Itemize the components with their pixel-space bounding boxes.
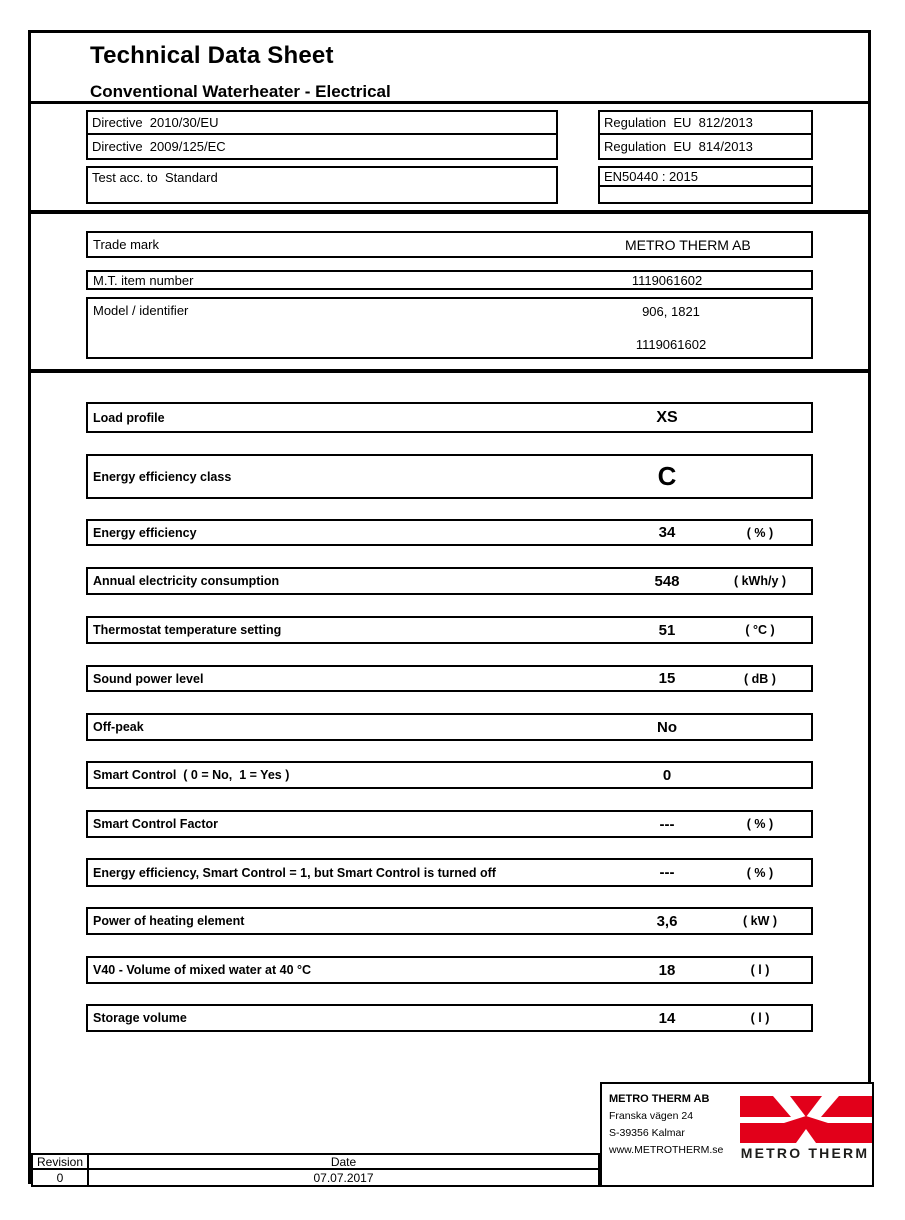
spec-unit: ( kW ) (742, 914, 778, 928)
footer-company-box (600, 1082, 874, 1187)
page-title: Technical Data Sheet (90, 42, 334, 69)
spec-value: 51 (658, 621, 676, 639)
test-standard-table (598, 166, 813, 204)
spec-row-energy-efficiency-smart-control-off (86, 858, 813, 887)
spec-label: Smart Control ( 0 = No, 1 = Yes ) (93, 768, 290, 782)
divider (31, 369, 868, 373)
company-website: www.METROTHERM.se (609, 1144, 724, 1156)
spec-label: Smart Control Factor (93, 817, 219, 831)
spec-row-off-peak (86, 713, 813, 741)
model-identifier-value: 906, 1821 (642, 304, 700, 319)
spec-row-v40-mixed-water (86, 956, 813, 984)
trade-mark-label: Trade mark (93, 237, 159, 252)
divider (31, 101, 868, 104)
item-number-label: M.T. item number (93, 272, 194, 288)
page-frame (28, 30, 871, 1184)
spec-unit: ( % ) (746, 817, 774, 831)
spec-value: 14 (658, 1009, 676, 1027)
spec-value: No (657, 718, 677, 736)
spec-row-power-of-heating-element (86, 907, 813, 935)
model-identifier-label: Model / identifier (93, 303, 189, 318)
spec-label: Power of heating element (93, 914, 245, 928)
spec-unit: ( % ) (746, 865, 774, 880)
revision-value: 0 (33, 1170, 89, 1185)
spec-label: Energy efficiency (93, 525, 197, 540)
spec-row-energy-efficiency-class (86, 454, 813, 499)
spec-value: 3,6 (656, 912, 678, 930)
spec-value: --- (659, 815, 675, 833)
spec-label: Sound power level (93, 671, 204, 686)
spec-label: Energy efficiency class (93, 469, 232, 484)
spec-unit: ( °C ) (745, 623, 775, 637)
spec-unit: ( l ) (750, 1011, 770, 1025)
spec-value: XS (656, 408, 678, 426)
company-street: Franska vägen 24 (609, 1110, 694, 1122)
spec-row-smart-control (86, 761, 813, 789)
company-city: S-39356 Kalmar (609, 1127, 685, 1139)
company-name: METRO THERM AB (609, 1093, 710, 1105)
spec-unit: ( % ) (746, 525, 774, 540)
spec-row-energy-efficiency (86, 519, 813, 546)
spec-unit: ( dB ) (744, 671, 776, 686)
spec-row-smart-control-factor (86, 810, 813, 838)
spec-unit: ( l ) (750, 963, 770, 977)
spec-unit: ( kWh/y ) (733, 574, 787, 588)
spec-row-storage-volume (86, 1004, 813, 1032)
spec-label: Off-peak (93, 720, 144, 734)
item-number-value: 1119061602 (631, 272, 703, 288)
spec-value: 18 (658, 961, 676, 979)
spec-label: Thermostat temperature setting (93, 623, 282, 637)
metro-therm-logo-icon (740, 1096, 872, 1144)
spec-row-thermostat-temperature (86, 616, 813, 644)
regulations-table (598, 110, 813, 160)
regulation-row: Regulation EU 814/2013 (604, 139, 753, 154)
spec-label: Load profile (93, 410, 165, 425)
directive-row: Directive 2009/125/EC (92, 139, 226, 154)
model-identifier-secondary-value: 1119061602 (635, 337, 707, 352)
page-subtitle: Conventional Waterheater - Electrical (90, 82, 391, 101)
trade-mark-value: METRO THERM AB (625, 236, 751, 253)
spec-label: Storage volume (93, 1011, 187, 1025)
company-address (609, 1091, 723, 1159)
item-number-row (86, 270, 813, 290)
revision-value-row (33, 1170, 598, 1185)
spec-value: 34 (658, 524, 676, 541)
revision-table (31, 1153, 600, 1187)
spec-value: 0 (662, 766, 672, 784)
divider (31, 210, 868, 214)
revision-header-row (33, 1155, 598, 1170)
spec-value: 15 (658, 670, 676, 687)
spec-row-annual-electricity-consumption (86, 567, 813, 595)
spec-label: Energy efficiency, Smart Control = 1, but Smart Control is turned off (93, 865, 496, 880)
test-standard-value: EN50440 : 2015 (600, 168, 811, 187)
spec-row-load-profile (86, 402, 813, 433)
directive-row: Directive 2010/30/EU (88, 112, 556, 135)
metro-therm-logo-wordmark: METRO THERM (740, 1145, 870, 1161)
spec-label: V40 - Volume of mixed water at 40 °C (93, 963, 312, 977)
spec-value: 548 (654, 572, 680, 590)
test-standard-empty-cell (600, 187, 811, 202)
date-value: 07.07.2017 (313, 1170, 374, 1185)
test-standard-label: Test acc. to Standard (86, 166, 558, 204)
spec-label: Annual electricity consumption (93, 574, 280, 588)
model-identifier-row (86, 297, 813, 359)
date-header: Date (330, 1154, 357, 1169)
spec-value: --- (659, 864, 675, 881)
directives-table (86, 110, 558, 160)
trade-mark-row (86, 231, 813, 258)
spec-value: C (657, 461, 677, 491)
spec-row-sound-power-level (86, 665, 813, 692)
regulation-row: Regulation EU 812/2013 (600, 112, 811, 135)
revision-header: Revision (33, 1155, 89, 1168)
